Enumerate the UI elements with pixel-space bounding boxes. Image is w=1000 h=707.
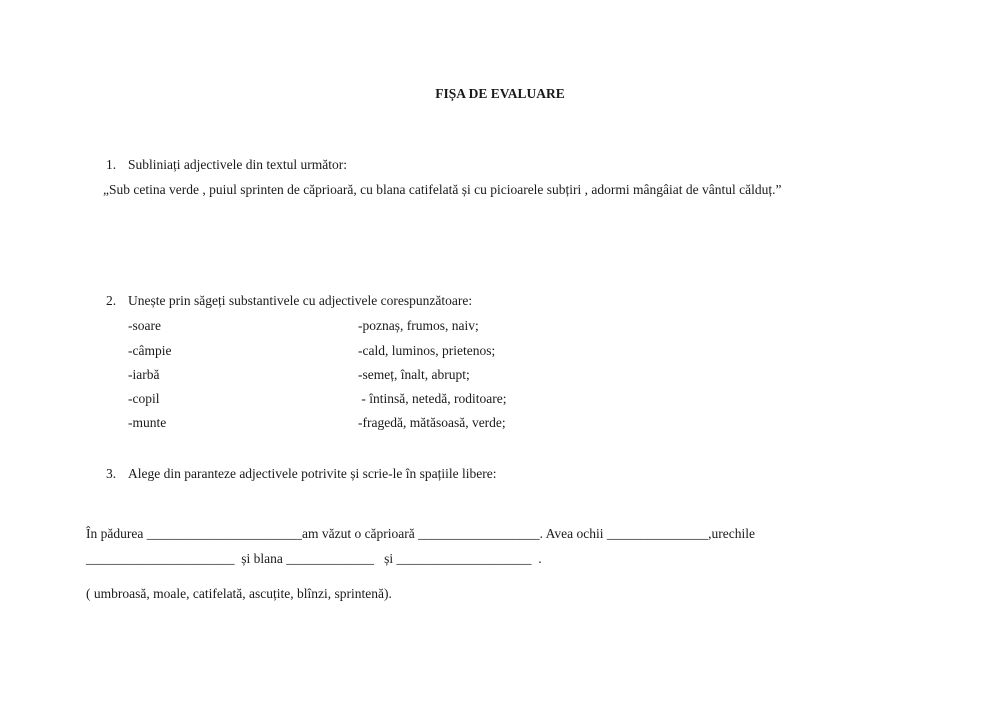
exercise-1-text: „Sub cetina verde , puiul sprinten de căprioară, cu blana catifelată și cu picioarele subțiri , adormi mângâiat de vântul călduț.”: [103, 182, 782, 197]
adjective-item: -semeț, înalt, abrupt;: [358, 367, 470, 382]
noun-item: -soare: [128, 318, 161, 333]
adjective-item: -fragedă, mătăsoasă, verde;: [358, 415, 506, 430]
fill-in-line-1: În pădurea _______________________am văzut o căprioară __________________. Avea ochii _______________,urechile: [86, 526, 755, 541]
exercise-3-instruction: Alege din paranteze adjectivele potrivite și scrie-le în spațiile libere:: [128, 466, 497, 481]
page-title: FIȘA DE EVALUARE: [435, 86, 565, 101]
noun-item: -câmpie: [128, 343, 172, 358]
exercise-1-instruction: Subliniați adjectivele din textul următor:: [128, 157, 347, 172]
exercise-3-number: 3.: [106, 466, 117, 481]
noun-item: -copil: [128, 391, 160, 406]
fill-in-line-2: ______________________ și blana _____________ și ____________________ .: [86, 551, 542, 566]
noun-item: -iarbă: [128, 367, 160, 382]
adjective-item: - întinsă, netedă, roditoare;: [358, 391, 507, 406]
noun-item: -munte: [128, 415, 167, 430]
exercise-1-number: 1.: [106, 157, 117, 172]
exercise-2-instruction: Unește prin săgeți substantivele cu adjectivele corespunzătoare:: [128, 293, 473, 308]
adjective-item: -poznaș, frumos, naiv;: [358, 318, 479, 333]
exercise-2-number: 2.: [106, 293, 117, 308]
adjective-item: -cald, luminos, prietenos;: [358, 343, 496, 358]
adjective-options: ( umbroasă, moale, catifelată, ascuțite, blînzi, sprintenă).: [86, 586, 392, 601]
